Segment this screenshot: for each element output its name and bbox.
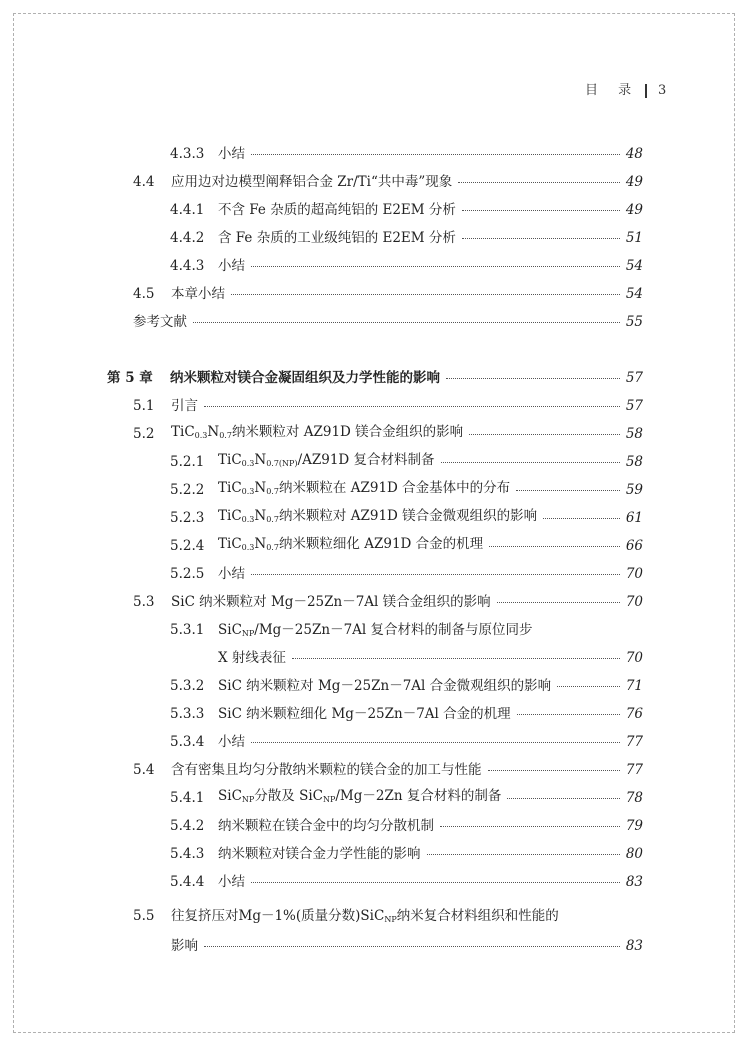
toc-entry-5-2-4[interactable] bbox=[170, 535, 643, 557]
section-title: 含 Fe 杂质的工业级纯铝的 E2EM 分析 bbox=[218, 230, 456, 246]
toc-entry-5-4-4[interactable] bbox=[170, 871, 643, 893]
page-number: 77 bbox=[625, 762, 643, 778]
toc-entry-5-2-1[interactable] bbox=[170, 451, 643, 473]
header-divider bbox=[645, 84, 647, 98]
chapter-number: 第 5 章 bbox=[107, 370, 153, 386]
dot-leader bbox=[251, 742, 620, 743]
toc-entry-references[interactable] bbox=[133, 311, 643, 333]
toc-entry-5-2-2[interactable] bbox=[170, 479, 643, 501]
dot-leader bbox=[497, 602, 620, 603]
section-title: 应用边对边模型阐释铝合金 Zr/Ti“共中毒”现象 bbox=[171, 174, 453, 190]
section-title: SiC 纳米颗粒细化 Mg－25Zn－7Al 合金的机理 bbox=[218, 706, 511, 722]
dot-leader bbox=[543, 518, 620, 519]
page-number: 70 bbox=[625, 566, 643, 582]
section-number: 5.2.1 bbox=[170, 454, 205, 470]
page-number: 83 bbox=[625, 938, 643, 954]
dot-leader bbox=[458, 182, 620, 183]
section-title-continued: X 射线表征 bbox=[218, 650, 286, 666]
toc-entry-5-2-5[interactable] bbox=[170, 563, 643, 585]
toc-entry-5-4-3[interactable] bbox=[170, 843, 643, 865]
section-number: 4.4.3 bbox=[170, 258, 205, 274]
page-number: 70 bbox=[625, 594, 643, 610]
section-title: $TiC_{0.3}N_{0.7}$纳米颗粒对 AZ91D 镁合金微观组织的影响 bbox=[218, 508, 538, 524]
toc-entry-5-2[interactable] bbox=[133, 423, 643, 445]
page-number: 80 bbox=[625, 846, 643, 862]
page-number: 48 bbox=[625, 146, 643, 162]
page-number: 66 bbox=[625, 538, 643, 554]
dot-leader bbox=[204, 946, 620, 947]
page-number: 57 bbox=[625, 370, 643, 386]
section-title: $TiC_{0.3}N_{0.7}$纳米颗粒对 AZ91D 镁合金组织的影响 bbox=[171, 424, 464, 440]
section-title: SiC 纳米颗粒对 Mg－25Zn－7Al 合金微观组织的影响 bbox=[218, 678, 552, 694]
section-number: 5.2.3 bbox=[170, 510, 205, 526]
toc-entry-5-3-3[interactable] bbox=[170, 703, 643, 725]
chapter-title: 纳米颗粒对镁合金凝固组织及力学性能的影响 bbox=[170, 370, 440, 386]
section-number: 4.4.2 bbox=[170, 230, 205, 246]
page-number: 61 bbox=[625, 510, 643, 526]
dot-leader bbox=[489, 546, 620, 547]
section-number: 4.5 bbox=[133, 286, 155, 302]
dot-leader bbox=[446, 378, 620, 379]
section-number: 4.4 bbox=[133, 174, 155, 190]
page-number: 76 bbox=[625, 706, 643, 722]
dot-leader bbox=[517, 714, 620, 715]
dot-leader bbox=[251, 882, 620, 883]
section-title: 引言 bbox=[171, 398, 198, 414]
toc-entry-5-4-2[interactable] bbox=[170, 815, 643, 837]
page-number: 78 bbox=[625, 790, 643, 806]
page-number: 54 bbox=[625, 286, 643, 302]
dot-leader bbox=[488, 770, 620, 771]
page-number: 58 bbox=[625, 454, 643, 470]
page-number: 59 bbox=[625, 482, 643, 498]
dot-leader bbox=[516, 490, 620, 491]
section-title: 往复挤压对Mg－1%(质量分数)SiC$_{NP}$纳米复合材料组织和性能的 bbox=[171, 908, 559, 924]
header-title: 目 录 bbox=[585, 83, 640, 98]
dot-leader bbox=[462, 210, 620, 211]
section-title: 纳米颗粒在镁合金中的均匀分散机制 bbox=[218, 818, 434, 834]
toc-entry-5-2-3[interactable] bbox=[170, 507, 643, 529]
section-title: 小结 bbox=[218, 258, 245, 274]
section-title: $TiC_{0.3}N_{0.7}$纳米颗粒在 AZ91D 合金基体中的分布 bbox=[218, 480, 511, 496]
section-title: 小结 bbox=[218, 566, 245, 582]
page-number: 49 bbox=[625, 174, 643, 190]
dot-leader bbox=[427, 854, 620, 855]
toc-entry-5-1[interactable] bbox=[133, 395, 643, 417]
toc-entry-5-5-continued[interactable] bbox=[171, 935, 643, 957]
dot-leader bbox=[251, 574, 620, 575]
section-number: 5.2.2 bbox=[170, 482, 205, 498]
page-number: 79 bbox=[625, 818, 643, 834]
dot-leader bbox=[462, 238, 620, 239]
dot-leader bbox=[507, 798, 619, 799]
page-number: 83 bbox=[625, 874, 643, 890]
section-title: SiC 纳米颗粒对 Mg－25Zn－7Al 镁合金组织的影响 bbox=[171, 594, 491, 610]
toc-entry-5-3[interactable] bbox=[133, 591, 643, 613]
section-number: 5.3.3 bbox=[170, 706, 205, 722]
toc-entry-4-4[interactable] bbox=[133, 171, 643, 193]
section-number: 5.1 bbox=[133, 398, 155, 414]
section-title: $TiC_{0.3}N_{0.7}$纳米颗粒细化 AZ91D 合金的机理 bbox=[218, 536, 484, 552]
section-number: 5.3.1 bbox=[170, 622, 205, 638]
dot-leader bbox=[292, 658, 620, 659]
toc-entry-4-4-2[interactable] bbox=[170, 227, 643, 249]
section-number: 5.3.2 bbox=[170, 678, 205, 694]
section-number: 5.4.4 bbox=[170, 874, 205, 890]
dot-leader bbox=[441, 462, 620, 463]
section-number: 5.2.5 bbox=[170, 566, 205, 582]
dot-leader bbox=[440, 826, 620, 827]
toc-entry-5-4-1[interactable] bbox=[170, 787, 643, 809]
section-title: 不含 Fe 杂质的超高纯铝的 E2EM 分析 bbox=[218, 202, 456, 218]
page-number: 51 bbox=[625, 230, 643, 246]
section-number: 4.3.3 bbox=[170, 146, 205, 162]
section-number: 5.2.4 bbox=[170, 538, 205, 554]
section-title-continued: 影响 bbox=[171, 938, 198, 954]
dot-leader bbox=[251, 266, 620, 267]
section-number: 5.3.4 bbox=[170, 734, 205, 750]
toc-entry-4-5[interactable] bbox=[133, 283, 643, 305]
dot-leader bbox=[204, 406, 620, 407]
page-number: 54 bbox=[625, 258, 643, 274]
toc-entry-5-3-4[interactable] bbox=[170, 731, 643, 753]
page-number: 49 bbox=[625, 202, 643, 218]
toc-entry-5-3-2[interactable] bbox=[170, 675, 643, 697]
toc-entry-4-4-3[interactable] bbox=[170, 255, 643, 277]
page-number: 55 bbox=[625, 314, 643, 330]
page-number: 57 bbox=[625, 398, 643, 414]
section-number: 5.4.1 bbox=[170, 790, 205, 806]
page-number: 70 bbox=[625, 650, 643, 666]
section-title: 含有密集且均匀分散纳米颗粒的镁合金的加工与性能 bbox=[171, 762, 482, 778]
toc-entry-5-5[interactable] bbox=[133, 905, 643, 927]
dot-leader bbox=[231, 294, 620, 295]
section-number: 5.4.3 bbox=[170, 846, 205, 862]
section-title: 小结 bbox=[218, 146, 245, 162]
dot-leader bbox=[251, 154, 620, 155]
section-number: 5.4.2 bbox=[170, 818, 205, 834]
section-title: 小结 bbox=[218, 734, 245, 750]
section-number: 5.4 bbox=[133, 762, 155, 778]
page-number: 71 bbox=[625, 678, 643, 694]
header-page-number: 3 bbox=[658, 83, 667, 98]
section-title: 参考文献 bbox=[133, 314, 187, 330]
toc-entry-chapter-5[interactable] bbox=[107, 367, 643, 389]
toc-entry-5-3-1-continued[interactable] bbox=[218, 647, 643, 669]
section-title: SiC$_{NP}$分散及 SiC$_{NP}$/Mg－2Zn 复合材料的制备 bbox=[218, 788, 502, 804]
section-number: 5.2 bbox=[133, 426, 155, 442]
section-number: 5.3 bbox=[133, 594, 155, 610]
section-title: SiC$_{NP}$/Mg－25Zn－7Al 复合材料的制备与原位同步 bbox=[218, 622, 533, 638]
section-title: $TiC_{0.3}N_{0.7(NP)}/AZ91D$ 复合材料制备 bbox=[218, 452, 435, 468]
section-number: 4.4.1 bbox=[170, 202, 205, 218]
toc-entry-4-3-3[interactable] bbox=[170, 143, 643, 165]
toc-entry-5-4[interactable] bbox=[133, 759, 643, 781]
dot-leader bbox=[557, 686, 620, 687]
dot-leader bbox=[469, 434, 620, 435]
section-title: 纳米颗粒对镁合金力学性能的影响 bbox=[218, 846, 421, 862]
section-title: 小结 bbox=[218, 874, 245, 890]
page-number: 58 bbox=[625, 426, 643, 442]
dot-leader bbox=[193, 322, 620, 323]
toc-entry-4-4-1[interactable] bbox=[170, 199, 643, 221]
section-number: 5.5 bbox=[133, 908, 155, 924]
toc-entry-5-3-1[interactable] bbox=[170, 619, 643, 641]
running-header bbox=[560, 80, 680, 102]
page-number: 77 bbox=[625, 734, 643, 750]
section-title: 本章小结 bbox=[171, 286, 225, 302]
